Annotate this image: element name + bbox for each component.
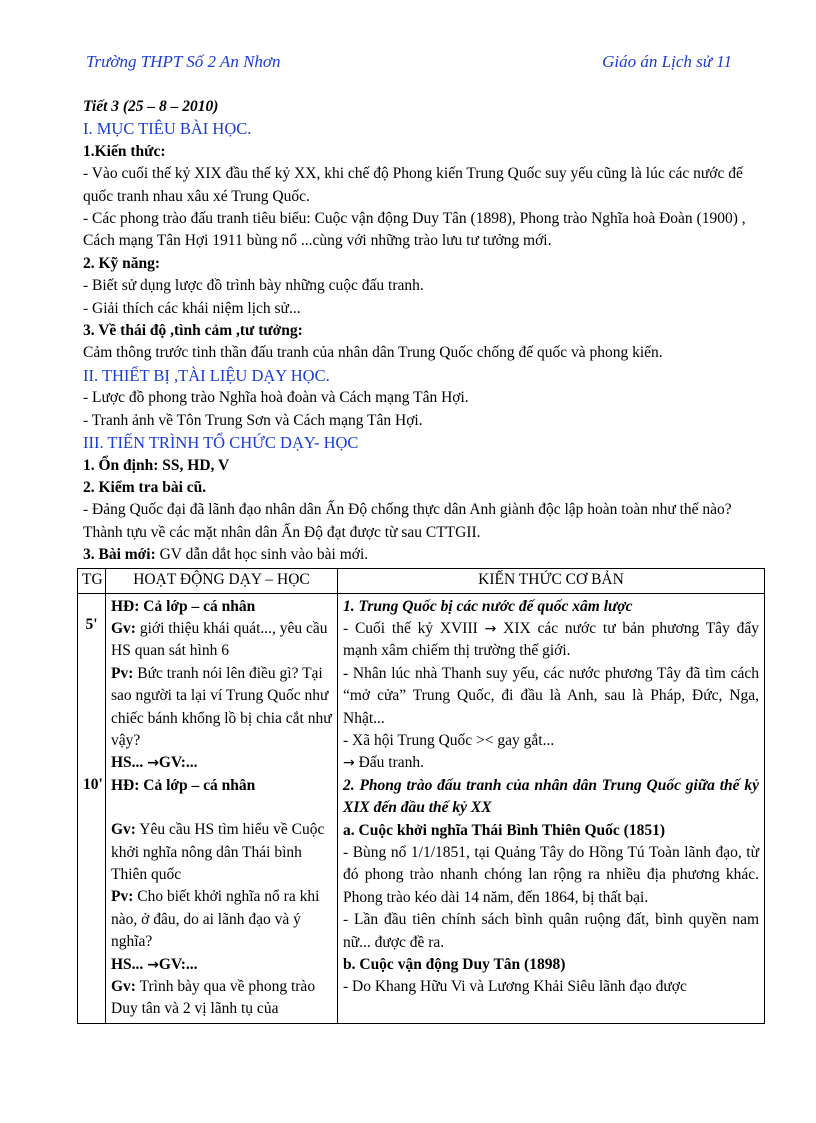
arrow-right-icon: →	[484, 620, 497, 637]
step-1-label: 1. Ổn định:	[83, 456, 159, 474]
knowledge-point: → Đấu tranh.	[343, 754, 425, 772]
step-3	[83, 544, 763, 566]
knowledge-point: - Bùng nổ 1/1/1851, tại Quảng Tây do Hồng Tú Toàn lãnh đạo, từ đó phong trào nhanh chóng lan rộng ra nhiều địa phương khác. Phong trào kéo dài 14 năm, đến 1864, bị thất bại.	[343, 844, 759, 906]
knowledge-cell	[338, 593, 765, 1023]
activity-gv: Gv: giới thiệu khái quát..., yêu cầu HS quan sát hình 6	[111, 619, 328, 660]
skills-item: - Giải thích các khái niệm lịch sử...	[83, 299, 301, 317]
header-activities: HOẠT ĐỘNG DẠY – HỌC	[106, 568, 338, 593]
attitude-text: Cảm thông trước tinh thần đấu tranh của nhân dân Trung Quốc chống đế quốc và phong kiến.	[83, 344, 663, 362]
step-1	[83, 455, 763, 477]
skills-item: - Biết sử dụng lược đồ trình bày những cuộc đấu tranh.	[83, 277, 424, 295]
header-tg: TG	[78, 568, 106, 593]
activity-pv: Pv: Cho biết khởi nghĩa nổ ra khi nào, ở đâu, do ai lãnh đạo và ý nghĩa?	[111, 888, 320, 951]
activities-cell	[106, 593, 338, 1023]
header-knowledge: KIẾN THỨC CƠ BẢN	[338, 568, 765, 593]
knowledge-title: 1. Trung Quốc bị các nước đế quốc xâm lược	[343, 597, 633, 615]
knowledge-point: - Do Khang Hữu Vi và Lương Khải Siêu lãnh đạo được	[343, 978, 687, 996]
arrow-right-icon: →	[147, 956, 159, 973]
equipment-item: - Tranh ảnh về Tôn Trung Sơn và Cách mạng Tân Hợi.	[83, 411, 423, 429]
step-3-text: GV dẫn dắt học sinh vào bài mới.	[155, 546, 369, 564]
knowledge-item: - Các phong trào đấu tranh tiêu biểu: Cuộc vận động Duy Tân (1898), Phong trào Nghĩa hoà Đoàn (1900) , Cách mạng Tân Hợi 1911 bùng nổ ...cùng với những trào lưu tư tưởng mới.	[83, 210, 746, 250]
knowledge-point: - Xã hội Trung Quốc >< gay gắt...	[343, 731, 555, 749]
knowledge-point: - Nhân lúc nhà Thanh suy yếu, các nước phương Tây đã tìm cách “mở cửa” Trung Quốc, đi đầu là Anh, sau là Pháp, Đức, Nga, Nhật...	[343, 664, 759, 727]
knowledge-point: - Lần đầu tiên chính sách bình quân ruộng đất, bình quyền nam nữ... được đề ra.	[343, 911, 759, 951]
arrow-right-icon: →	[147, 755, 159, 772]
activity-hs: HS... →GV:...	[111, 754, 198, 772]
attitude-heading: 3. Về thái độ ,tình cảm ,tư tưởng:	[83, 322, 303, 340]
section3-title: III. TIẾN TRÌNH TỔ CHỨC DẠY- HỌC	[83, 433, 359, 453]
activity-pv: Pv: Bức tranh nói lên điều gì? Tại sao người ta lại ví Trung Quốc như chiếc bánh khổng lồ bị chia cắt như vậy?	[111, 664, 332, 749]
section2-title: II. THIẾT BỊ ,TÀI LIỆU DẠY HỌC.	[83, 365, 330, 385]
section1-title: I. MỤC TIÊU BÀI HỌC.	[83, 119, 252, 139]
knowledge-point: - Cuối thế kỷ XVIII → XIX các nước tư bản phương Tây đẩy mạnh xâm chiếm thị trường thế giới.	[343, 619, 759, 660]
activity-hs: HS... →GV:...	[111, 955, 198, 973]
knowledge-subtitle: b. Cuộc vận động Duy Tân (1898)	[343, 956, 566, 974]
knowledge-subtitle: a. Cuộc khởi nghĩa Thái Bình Thiên Quốc (1851)	[343, 821, 665, 839]
step-2-text: - Đảng Quốc đại đã lãnh đạo nhân dân Ấn Độ chống thực dân Anh giành độc lập hoàn toàn như thế nào? Thành tựu về các mặt nhân dân Ấn Độ đạt được từ sau CTTGII.	[83, 501, 732, 541]
activity-gv: Gv: Trình bày qua về phong trào Duy tân và 2 vị lãnh tụ của	[111, 978, 316, 1018]
document-body	[83, 96, 763, 1024]
knowledge-item: - Vào cuối thế kỷ XIX đầu thế kỷ XX, khi chế độ Phong kiến Trung Quốc suy yếu cũng là lúc các nước đế quốc tranh nhau xâu xé Trung Quốc.	[83, 165, 743, 205]
school-name: Trường THPT Số 2 An Nhơn	[86, 52, 281, 71]
activity-gv: Gv: Yêu cầu HS tìm hiểu về Cuộc khởi nghĩa nông dân Thái bình Thiên quốc	[111, 821, 325, 883]
step-3-label: 3. Bài mới:	[83, 546, 156, 564]
equipment-item: - Lược đồ phong trào Nghĩa hoà đoàn và Cách mạng Tân Hợi.	[83, 389, 469, 407]
table-header-row	[78, 568, 765, 593]
knowledge-heading: 1.Kiến thức:	[83, 142, 166, 160]
lesson-date: Tiết 3 (25 – 8 – 2010)	[83, 98, 219, 115]
arrow-right-icon: →	[343, 755, 355, 772]
step-2-label: 2. Kiểm tra bài cũ.	[83, 478, 207, 496]
step-1-value: SS, HD, V	[162, 456, 230, 474]
lesson-table	[77, 568, 765, 1024]
tg-value: 5'	[85, 615, 98, 633]
table-row	[78, 593, 765, 1023]
subject-title: Giáo án Lịch sử 11	[602, 52, 732, 71]
tg-cell	[78, 593, 106, 1023]
skills-heading: 2. Kỹ năng:	[83, 254, 161, 272]
activity-title: HĐ: Cả lớp – cá nhân	[111, 776, 256, 794]
activity-title: HĐ: Cả lớp – cá nhân	[111, 597, 256, 615]
page-header	[86, 52, 732, 72]
tg-value: 10'	[83, 775, 103, 793]
knowledge-title: 2. Phong trào đấu tranh của nhân dân Trung Quốc giữa thế kỷ XIX đến đầu thế kỷ XX	[343, 776, 759, 817]
